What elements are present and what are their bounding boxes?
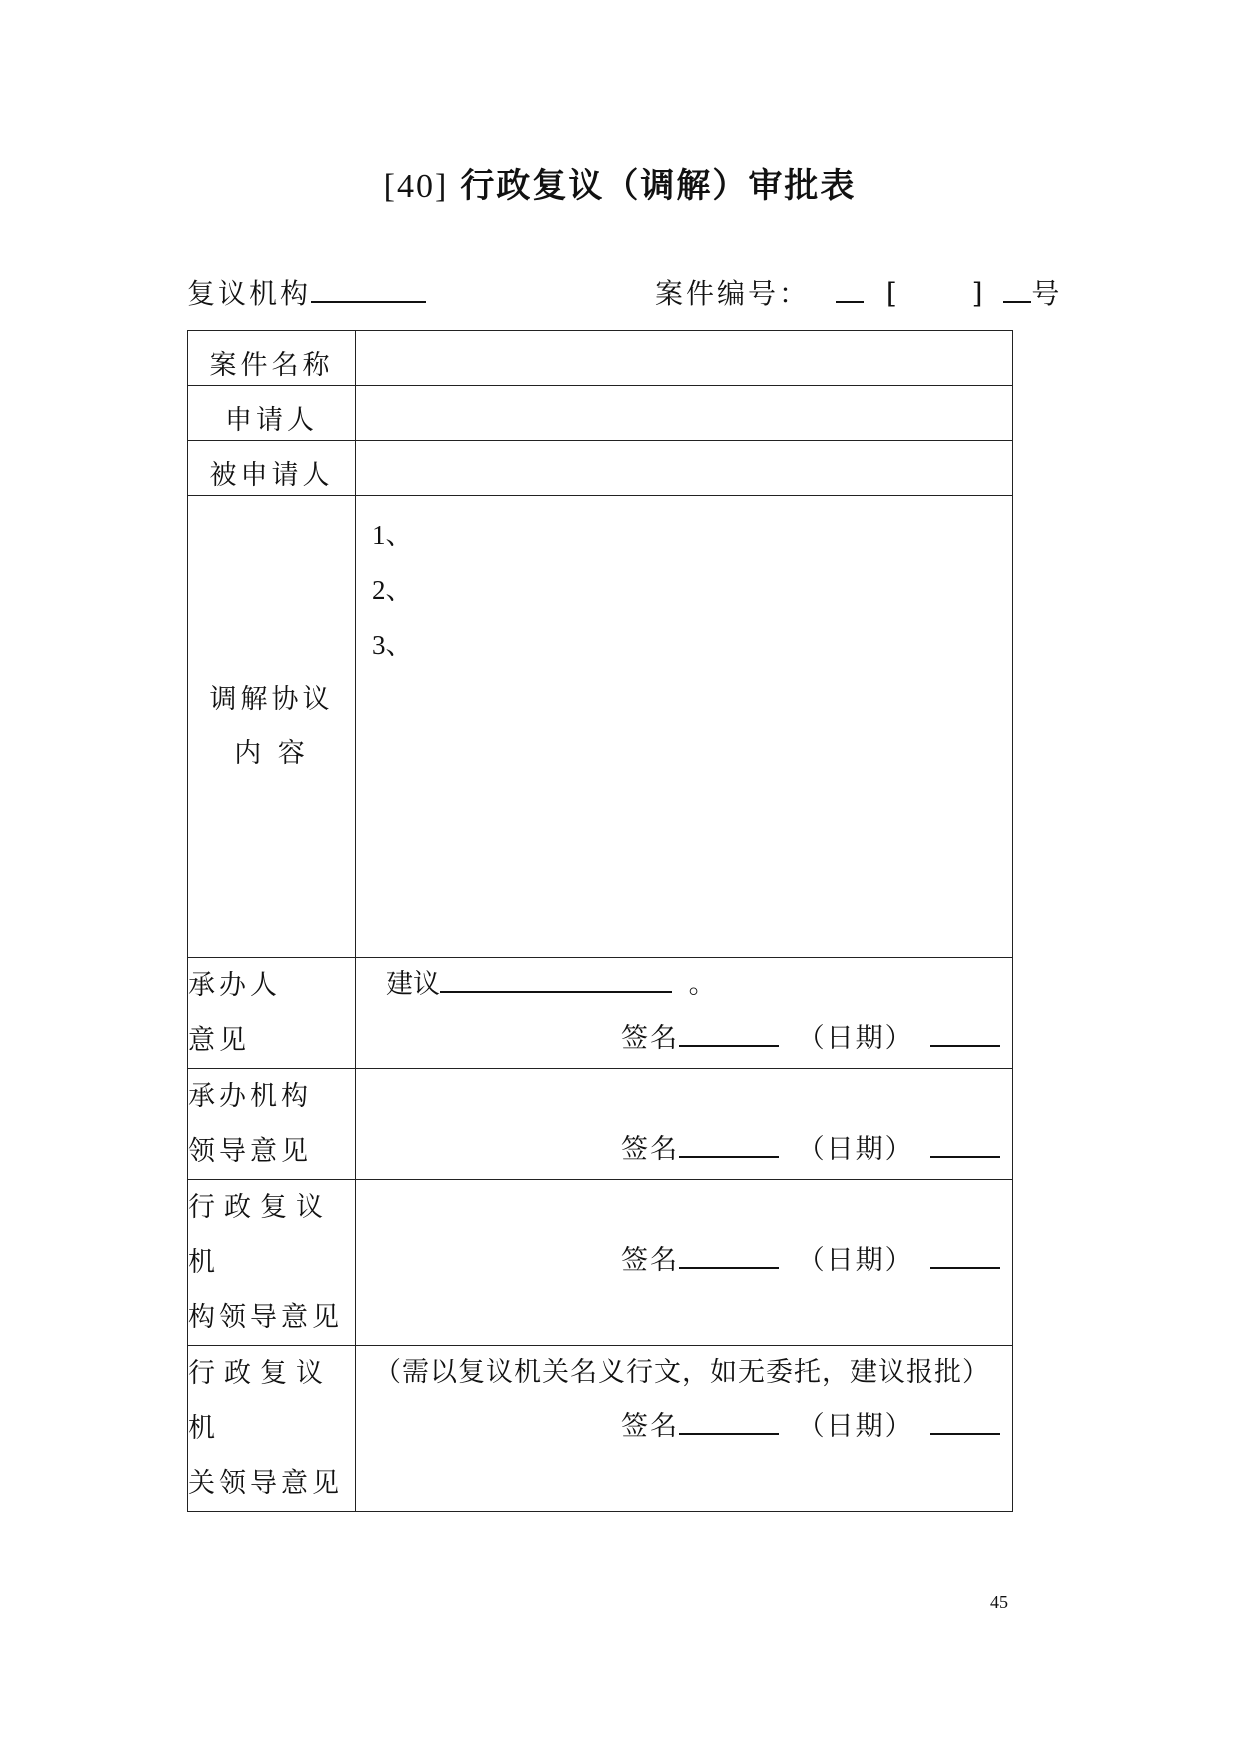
case-number-blank-2[interactable] <box>1003 275 1031 303</box>
organ-opinion-content <box>356 1346 1013 1512</box>
agency-opinion-label <box>188 1180 356 1346</box>
date-label: （日期） <box>797 1411 914 1442</box>
date-blank[interactable] <box>930 1021 1000 1047</box>
agency-label-line2: 构领导意见 <box>188 1302 343 1333</box>
case-name-value[interactable] <box>356 331 1013 386</box>
dept-label-line1: 承办机构 <box>188 1081 312 1112</box>
signature-line <box>356 1234 1012 1288</box>
organ-label-line2: 关领导意见 <box>188 1468 343 1499</box>
handler-opinion-label <box>188 958 356 1069</box>
applicant-value[interactable] <box>356 386 1013 441</box>
case-number-label: 案件编号： <box>655 277 811 310</box>
case-name-label: 案件名称 <box>188 331 356 386</box>
agreement-item: 2、 <box>372 575 413 605</box>
agency-label-line1: 行政复议机 <box>188 1192 332 1278</box>
organ-opinion-label <box>188 1346 356 1512</box>
signature-blank[interactable] <box>679 1132 779 1158</box>
review-org-blank[interactable] <box>311 275 426 303</box>
row-handler-opinion <box>188 958 1013 1069</box>
date-blank[interactable] <box>930 1409 1000 1435</box>
page-number: 45 <box>990 1592 1008 1612</box>
agreement-item: 1、 <box>372 520 413 550</box>
row-organ-opinion <box>188 1346 1013 1512</box>
signature-label: 签名 <box>621 1245 679 1276</box>
signature-blank[interactable] <box>679 1021 779 1047</box>
case-number-field <box>655 272 1062 312</box>
form-title <box>0 158 1240 207</box>
signature-line <box>356 1400 1012 1454</box>
case-number-suffix: 号 <box>1031 277 1063 310</box>
agreement-content[interactable] <box>356 496 1013 958</box>
form-number: [40] <box>383 168 449 205</box>
date-label: （日期） <box>797 1134 914 1165</box>
review-org-field <box>187 272 426 312</box>
form-title-text: 行政复议（调解）审批表 <box>460 166 857 206</box>
dept-opinion-content <box>356 1069 1013 1180</box>
row-dept-opinion <box>188 1069 1013 1180</box>
handler-label-line1: 承办人 <box>188 970 281 1001</box>
review-org-label: 复议机构 <box>187 277 312 310</box>
date-label: （日期） <box>797 1023 914 1054</box>
suggestion-line <box>356 958 1012 1012</box>
dept-label-line2: 领导意见 <box>188 1136 312 1167</box>
signature-blank[interactable] <box>679 1409 779 1435</box>
signature-label: 签名 <box>621 1134 679 1165</box>
row-agency-opinion <box>188 1180 1013 1346</box>
signature-blank[interactable] <box>679 1243 779 1269</box>
date-label: （日期） <box>797 1245 914 1276</box>
suggestion-blank[interactable] <box>440 967 672 993</box>
signature-line <box>356 1012 1012 1066</box>
row-applicant <box>188 386 1013 441</box>
signature-line <box>356 1123 1012 1177</box>
suggestion-end: 。 <box>688 969 716 1000</box>
signature-label: 签名 <box>621 1023 679 1054</box>
handler-label-line2: 意见 <box>188 1025 250 1056</box>
case-number-close-bracket: ] <box>971 277 986 310</box>
date-blank[interactable] <box>930 1132 1000 1158</box>
date-blank[interactable] <box>930 1243 1000 1269</box>
row-case-name <box>188 331 1013 386</box>
signature-label: 签名 <box>621 1411 679 1442</box>
agreement-label-line2: 内 容 <box>234 737 309 769</box>
dept-opinion-label <box>188 1069 356 1180</box>
agreement-item: 3、 <box>372 630 413 660</box>
agency-opinion-content <box>356 1180 1013 1346</box>
applicant-label: 申请人 <box>188 386 356 441</box>
agreement-label-line1: 调解协议 <box>209 683 334 715</box>
approval-table <box>187 330 1013 1512</box>
respondent-value[interactable] <box>356 441 1013 496</box>
case-number-open-bracket: [ <box>885 277 900 310</box>
row-agreement <box>188 496 1013 958</box>
respondent-label: 被申请人 <box>188 441 356 496</box>
organ-label-line1: 行政复议机 <box>188 1358 332 1444</box>
organ-note: （需以复议机关名义行文，如无委托，建议报批） <box>374 1357 990 1388</box>
case-number-blank-1[interactable] <box>836 275 864 303</box>
suggestion-label: 建议 <box>386 969 440 1000</box>
row-respondent <box>188 441 1013 496</box>
handler-opinion-content <box>356 958 1013 1069</box>
agreement-label <box>188 496 356 958</box>
